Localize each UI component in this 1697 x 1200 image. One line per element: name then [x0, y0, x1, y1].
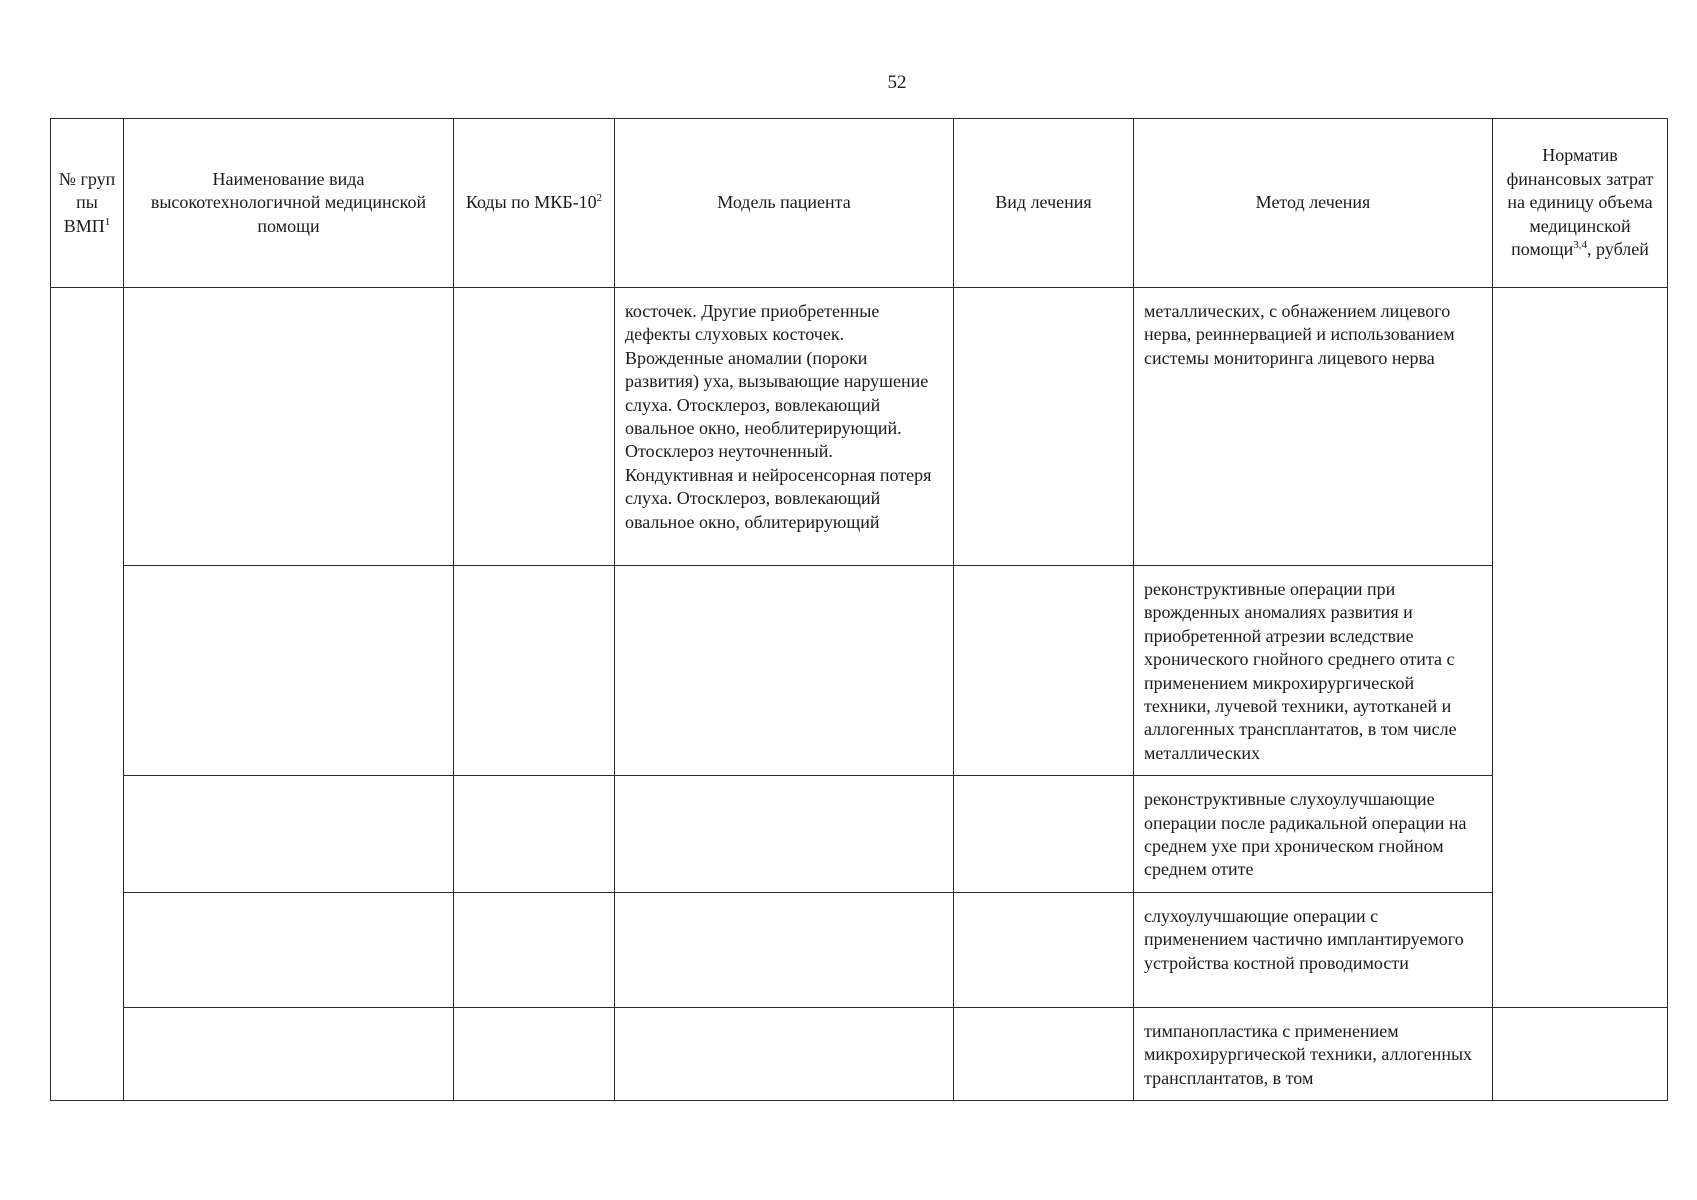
treatment-method-cell: реконструктивные операции при врожденных аномалиях развития и приобретенной атрезии вследствие хронического гнойного среднего отита с применением микрохирургической техники, лучевой техники, аутотканей и аллогенных трансплантатов, в том числе металлических [1134, 566, 1493, 776]
header-patient-model: Модель пациента [615, 119, 954, 288]
treatment-type-cell [954, 288, 1134, 566]
treatment-method-cell: тимпанопластика с применением микрохирургической техники, аллогенных трансплантатов, в том [1134, 1007, 1493, 1100]
treatment-type-cell [954, 892, 1134, 1007]
group-number-cell [51, 1007, 124, 1100]
care-type-cell [124, 892, 454, 1007]
patient-model-cell [615, 566, 954, 776]
cost-standard-cell [1493, 1007, 1668, 1100]
treatment-type-cell [954, 1007, 1134, 1100]
treatment-type-cell [954, 776, 1134, 893]
treatment-method-cell: слухоулучшающие операции с применением частично имплантируемого устройства костной проводимости [1134, 892, 1493, 1007]
care-type-cell [124, 288, 454, 566]
patient-model-cell: косточек. Другие приобретенные дефекты слуховых косточек. Врожденные аномалии (пороки развития) уха, вызывающие нарушение слуха. Отосклероз, вовлекающий овальное окно, необлитерирующий. Отосклероз неуточненный. Кондуктивная и нейросенсорная потеря слуха. Отосклероз, вовлекающий овальное окно, облитерирующий [615, 288, 954, 566]
patient-model-cell [615, 776, 954, 893]
care-type-cell [124, 566, 454, 776]
icd10-cell [454, 892, 615, 1007]
patient-model-cell [615, 1007, 954, 1100]
vmp-table [50, 118, 1668, 1101]
icd10-cell [454, 776, 615, 893]
page-number: 52 [887, 72, 907, 93]
table-row [51, 776, 1668, 893]
table-row [51, 288, 1668, 566]
patient-model-cell [615, 892, 954, 1007]
icd10-cell [454, 288, 615, 566]
icd10-cell [454, 566, 615, 776]
treatment-method-cell: металлических, с обнажением лицевого нерва, реиннервацией и использованием системы мониторинга лицевого нерва [1134, 288, 1493, 566]
table-row [51, 892, 1668, 1007]
header-cost-standard: Норматив финансовых затрат на единицу объема медицинской помощи$^{3,4}$, рублей [1493, 119, 1668, 288]
group-number-cell [51, 288, 124, 1008]
icd10-cell [454, 1007, 615, 1100]
header-treatment-method: Метод лечения [1134, 119, 1493, 288]
treatment-type-cell [954, 566, 1134, 776]
care-type-cell [124, 776, 454, 893]
cost-standard-cell [1493, 288, 1668, 1008]
header-care-type-name: Наименование вида высокотехнологичной медицинской помощи [124, 119, 454, 288]
header-group-number: № груп пы ВМП$^1$ [51, 119, 124, 288]
care-type-cell [124, 1007, 454, 1100]
treatment-method-cell: реконструктивные слухоулучшающие операции после радикальной операции на среднем ухе при хроническом гнойном среднем отите [1134, 776, 1493, 893]
header-icd10-codes: Коды по МКБ-$10^2$ [454, 119, 615, 288]
table-header-row [51, 119, 1668, 288]
table-row [51, 566, 1668, 776]
header-treatment-type: Вид лечения [954, 119, 1134, 288]
table-row [51, 1007, 1668, 1100]
